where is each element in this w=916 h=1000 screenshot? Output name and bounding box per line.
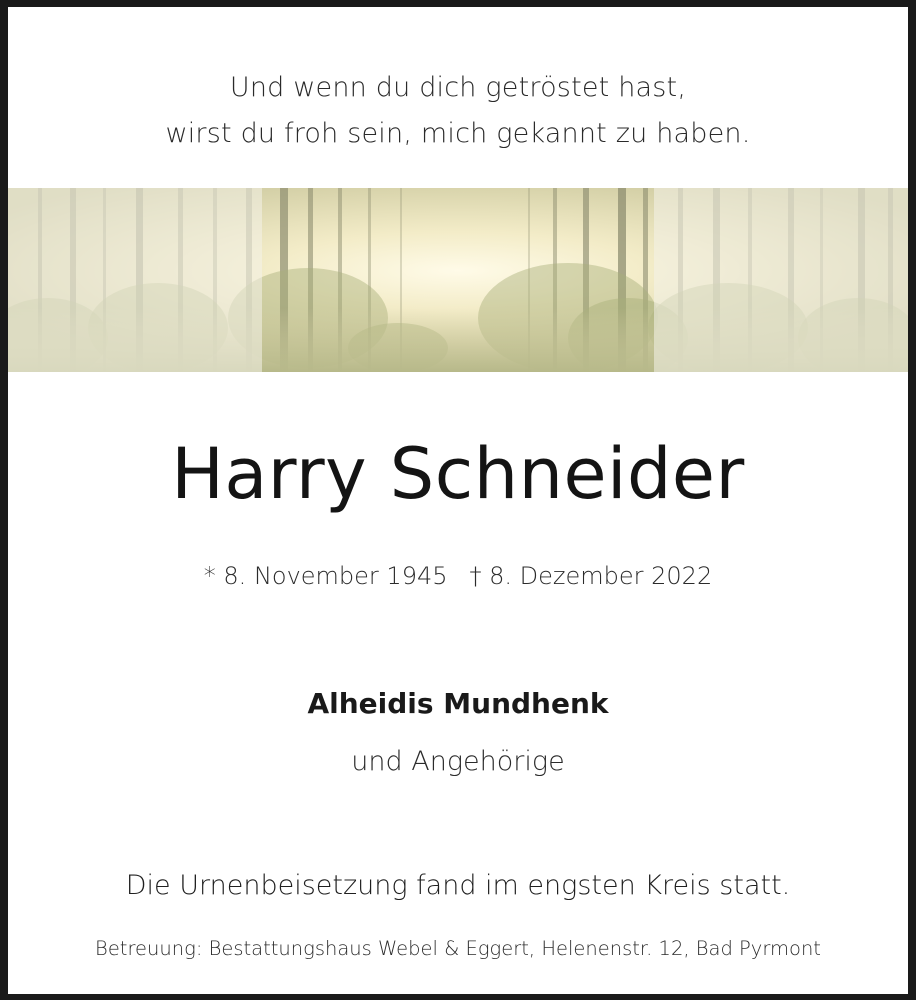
forest-path-image	[8, 188, 908, 372]
left-fade-overlay	[8, 188, 262, 372]
right-fade-overlay	[654, 188, 908, 372]
deceased-name: Harry Schneider	[171, 433, 745, 515]
death-date: † 8. Dezember 2022	[469, 562, 713, 590]
quote-line-2: wirst du froh sein, mich gekannt zu haben.	[165, 118, 751, 149]
forest-banner-image	[8, 188, 908, 372]
burial-notice: Die Urnenbeisetzung fand im engsten Kreis statt.	[125, 870, 791, 901]
relatives-line: und Angehörige	[351, 746, 565, 777]
quote	[8, 65, 908, 157]
funeral-home-credit: Betreuung: Bestattungshaus Webel & Eggert, Helenenstr. 12, Bad Pyrmont	[95, 937, 821, 960]
birth-date: * 8. November 1945	[203, 562, 448, 590]
life-dates	[8, 559, 908, 593]
mourner-name: Alheidis Mundhenk	[307, 687, 609, 720]
quote-line-1: Und wenn du dich getröstet hast,	[229, 72, 687, 103]
